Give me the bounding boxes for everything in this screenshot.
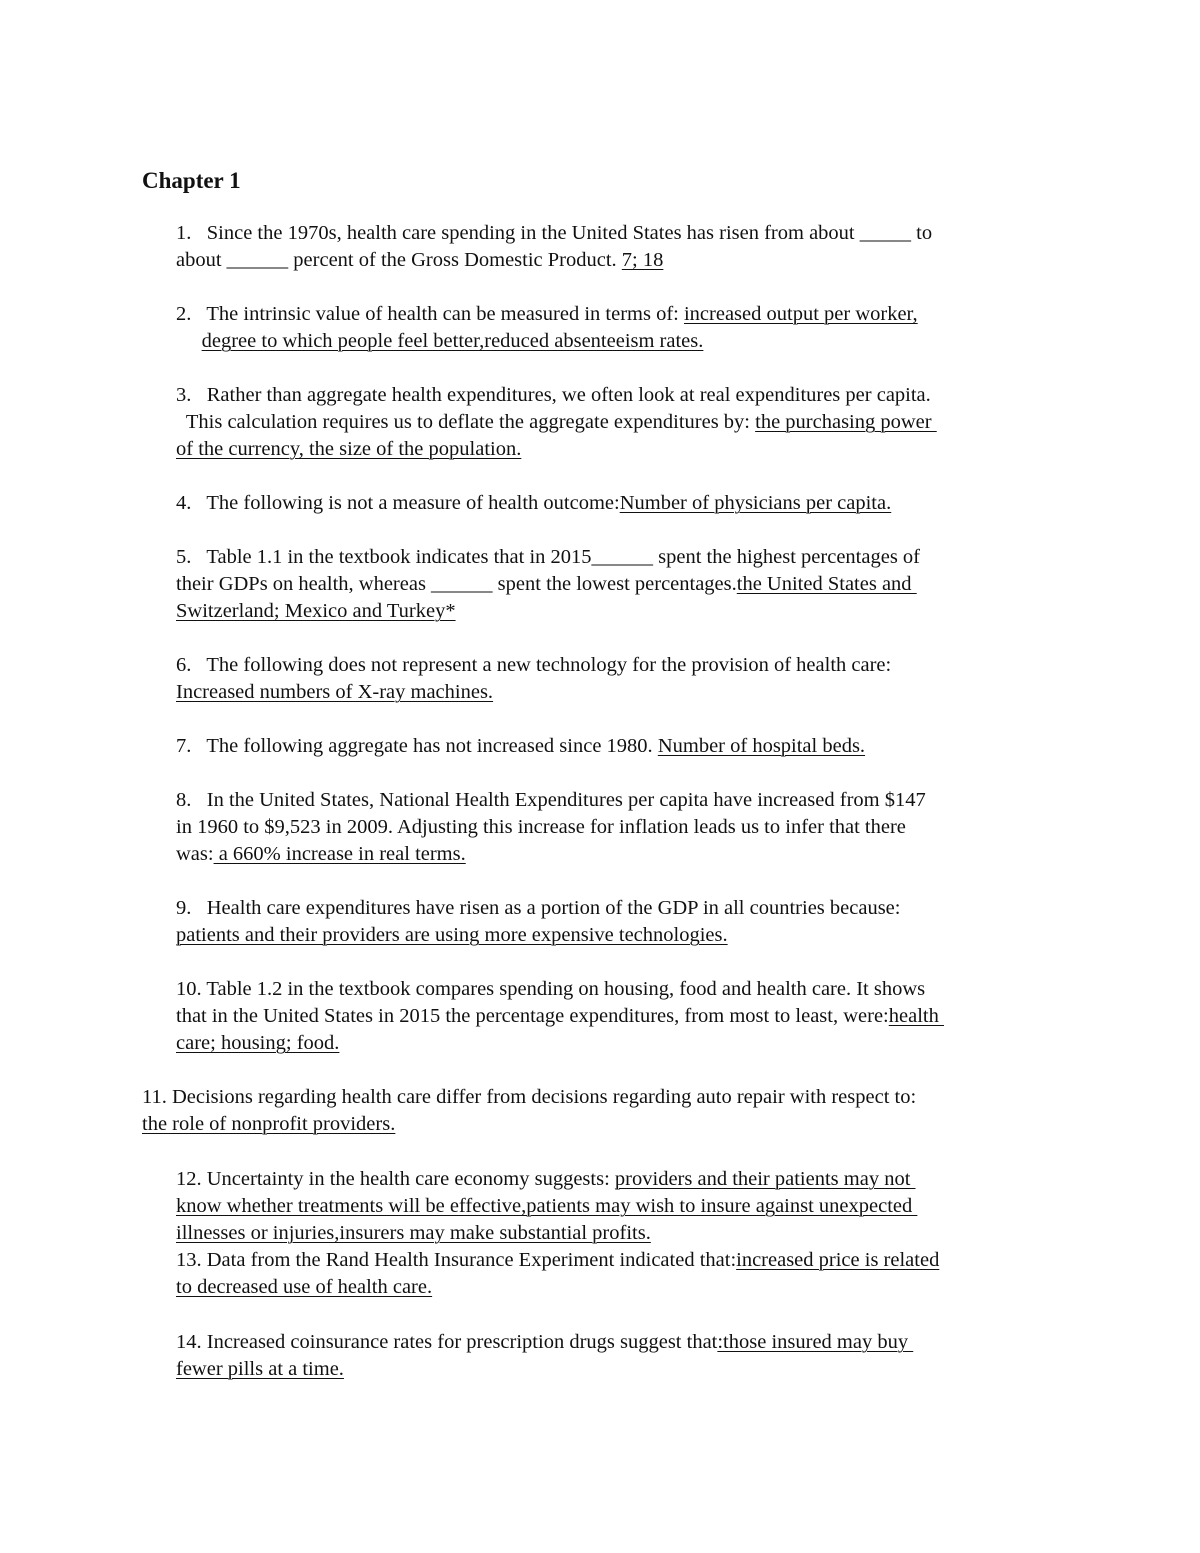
- question-line: [176, 814, 906, 841]
- question-line: [176, 976, 925, 1003]
- question-text: 2. The intrinsic value of health can be measured in terms of:: [176, 303, 684, 325]
- question-text: about ______ percent of the Gross Domestic Product.: [176, 249, 622, 271]
- answer-text: Number of hospital beds.: [657, 735, 866, 757]
- question-line: [176, 544, 920, 571]
- question-line: [176, 301, 918, 328]
- question-text: 1. Since the 1970s, health care spending in the United States has risen from about _____ to: [176, 222, 933, 244]
- question-line: [176, 1220, 651, 1247]
- answer-text: increased price is related: [736, 1249, 940, 1271]
- question-text: [176, 330, 202, 352]
- answer-text: Increased numbers of X-ray machines.: [176, 681, 494, 703]
- question-line: [176, 1356, 344, 1383]
- question-text: 9. Health care expenditures have risen as a portion of the GDP in all countries because:: [176, 897, 901, 919]
- answer-text: fewer pills at a time.: [176, 1358, 344, 1380]
- question-line: [176, 841, 466, 868]
- question-line: [176, 679, 493, 706]
- answer-text: health: [888, 1005, 944, 1027]
- question-line: [176, 247, 663, 274]
- question-text: 5. Table 1.1 in the textbook indicates that in 2015______ spent the highest percentages of: [176, 546, 920, 568]
- question-text: 10. Table 1.2 in the textbook compares spending on housing, food and health care. It shows: [176, 978, 926, 1000]
- question-text: 12. Uncertainty in the health care economy suggests:: [176, 1168, 615, 1190]
- answer-text: increased output per worker,: [683, 303, 918, 325]
- answer-text: know whether treatments will be effective,patients may wish to insure against unexpected: [176, 1195, 918, 1217]
- question-text: 7. The following aggregate has not increased since 1980.: [176, 735, 658, 757]
- answer-text: 7; 18: [621, 249, 664, 271]
- question-line: [176, 220, 932, 247]
- question-line: [176, 1329, 913, 1356]
- question-line: [176, 1166, 916, 1193]
- answer-text: the United States and: [736, 573, 917, 595]
- answer-text: the role of nonprofit providers.: [142, 1113, 396, 1135]
- question-text: in 1960 to $9,523 in 2009. Adjusting this increase for inflation leads us to infer that there: [176, 816, 906, 838]
- question-line: [176, 1247, 939, 1274]
- question-text: 11. Decisions regarding health care differ from decisions regarding auto repair with respect to:: [142, 1086, 917, 1108]
- question-line: [176, 1274, 432, 1301]
- question-line: [176, 409, 937, 436]
- question-line: [176, 787, 926, 814]
- answer-text: to decreased use of health care.: [176, 1276, 433, 1298]
- question-line: [176, 490, 891, 517]
- answer-text: :those insured may buy: [717, 1331, 914, 1353]
- question-line: [176, 382, 931, 409]
- question-line: [176, 1193, 917, 1220]
- answer-text: Switzerland; Mexico and Turkey*: [176, 600, 456, 622]
- question-text: their GDPs on health, whereas ______ spent the lowest percentages.: [176, 573, 737, 595]
- question-line: [176, 571, 917, 598]
- question-line: [176, 598, 456, 625]
- question-line: [176, 328, 703, 355]
- question-text: 13. Data from the Rand Health Insurance Experiment indicated that:: [176, 1249, 737, 1271]
- question-text: This calculation requires us to deflate the aggregate expenditures by:: [176, 411, 756, 433]
- question-text: that in the United States in 2015 the percentage expenditures, from most to least, were:: [176, 1005, 889, 1027]
- question-text: was:: [176, 843, 214, 865]
- answer-text: illnesses or injuries,insurers may make substantial profits.: [176, 1222, 651, 1244]
- question-line: [176, 436, 521, 463]
- question-line: [176, 733, 865, 760]
- question-line: [176, 895, 900, 922]
- answer-text: the purchasing power: [755, 411, 937, 433]
- question-line: [142, 1084, 916, 1111]
- answer-text: patients and their providers are using more expensive technologies.: [176, 924, 728, 946]
- question-text: 14. Increased coinsurance rates for prescription drugs suggest that: [176, 1331, 718, 1353]
- chapter-heading: Chapter 1: [142, 168, 241, 193]
- answer-text: a 660% increase in real terms.: [213, 843, 466, 865]
- question-line: [176, 652, 891, 679]
- question-text: 8. In the United States, National Health Expenditures per capita have increased from $147: [176, 789, 926, 811]
- question-text: 6. The following does not represent a new technology for the provision of health care:: [176, 654, 892, 676]
- question-line: [176, 922, 728, 949]
- question-line: [176, 1003, 944, 1030]
- answer-text: degree to which people feel better,reduced absenteeism rates.: [201, 330, 704, 352]
- answer-text: providers and their patients may not: [614, 1168, 916, 1190]
- answer-text: care; housing; food.: [176, 1032, 340, 1054]
- question-text: 3. Rather than aggregate health expenditures, we often look at real expenditures per capita.: [176, 384, 931, 406]
- question-text: 4. The following is not a measure of health outcome:: [176, 492, 620, 514]
- answer-text: Number of physicians per capita.: [619, 492, 892, 514]
- question-line: [176, 1030, 339, 1057]
- answer-text: of the currency, the size of the population.: [176, 438, 522, 460]
- question-line: [142, 1111, 395, 1138]
